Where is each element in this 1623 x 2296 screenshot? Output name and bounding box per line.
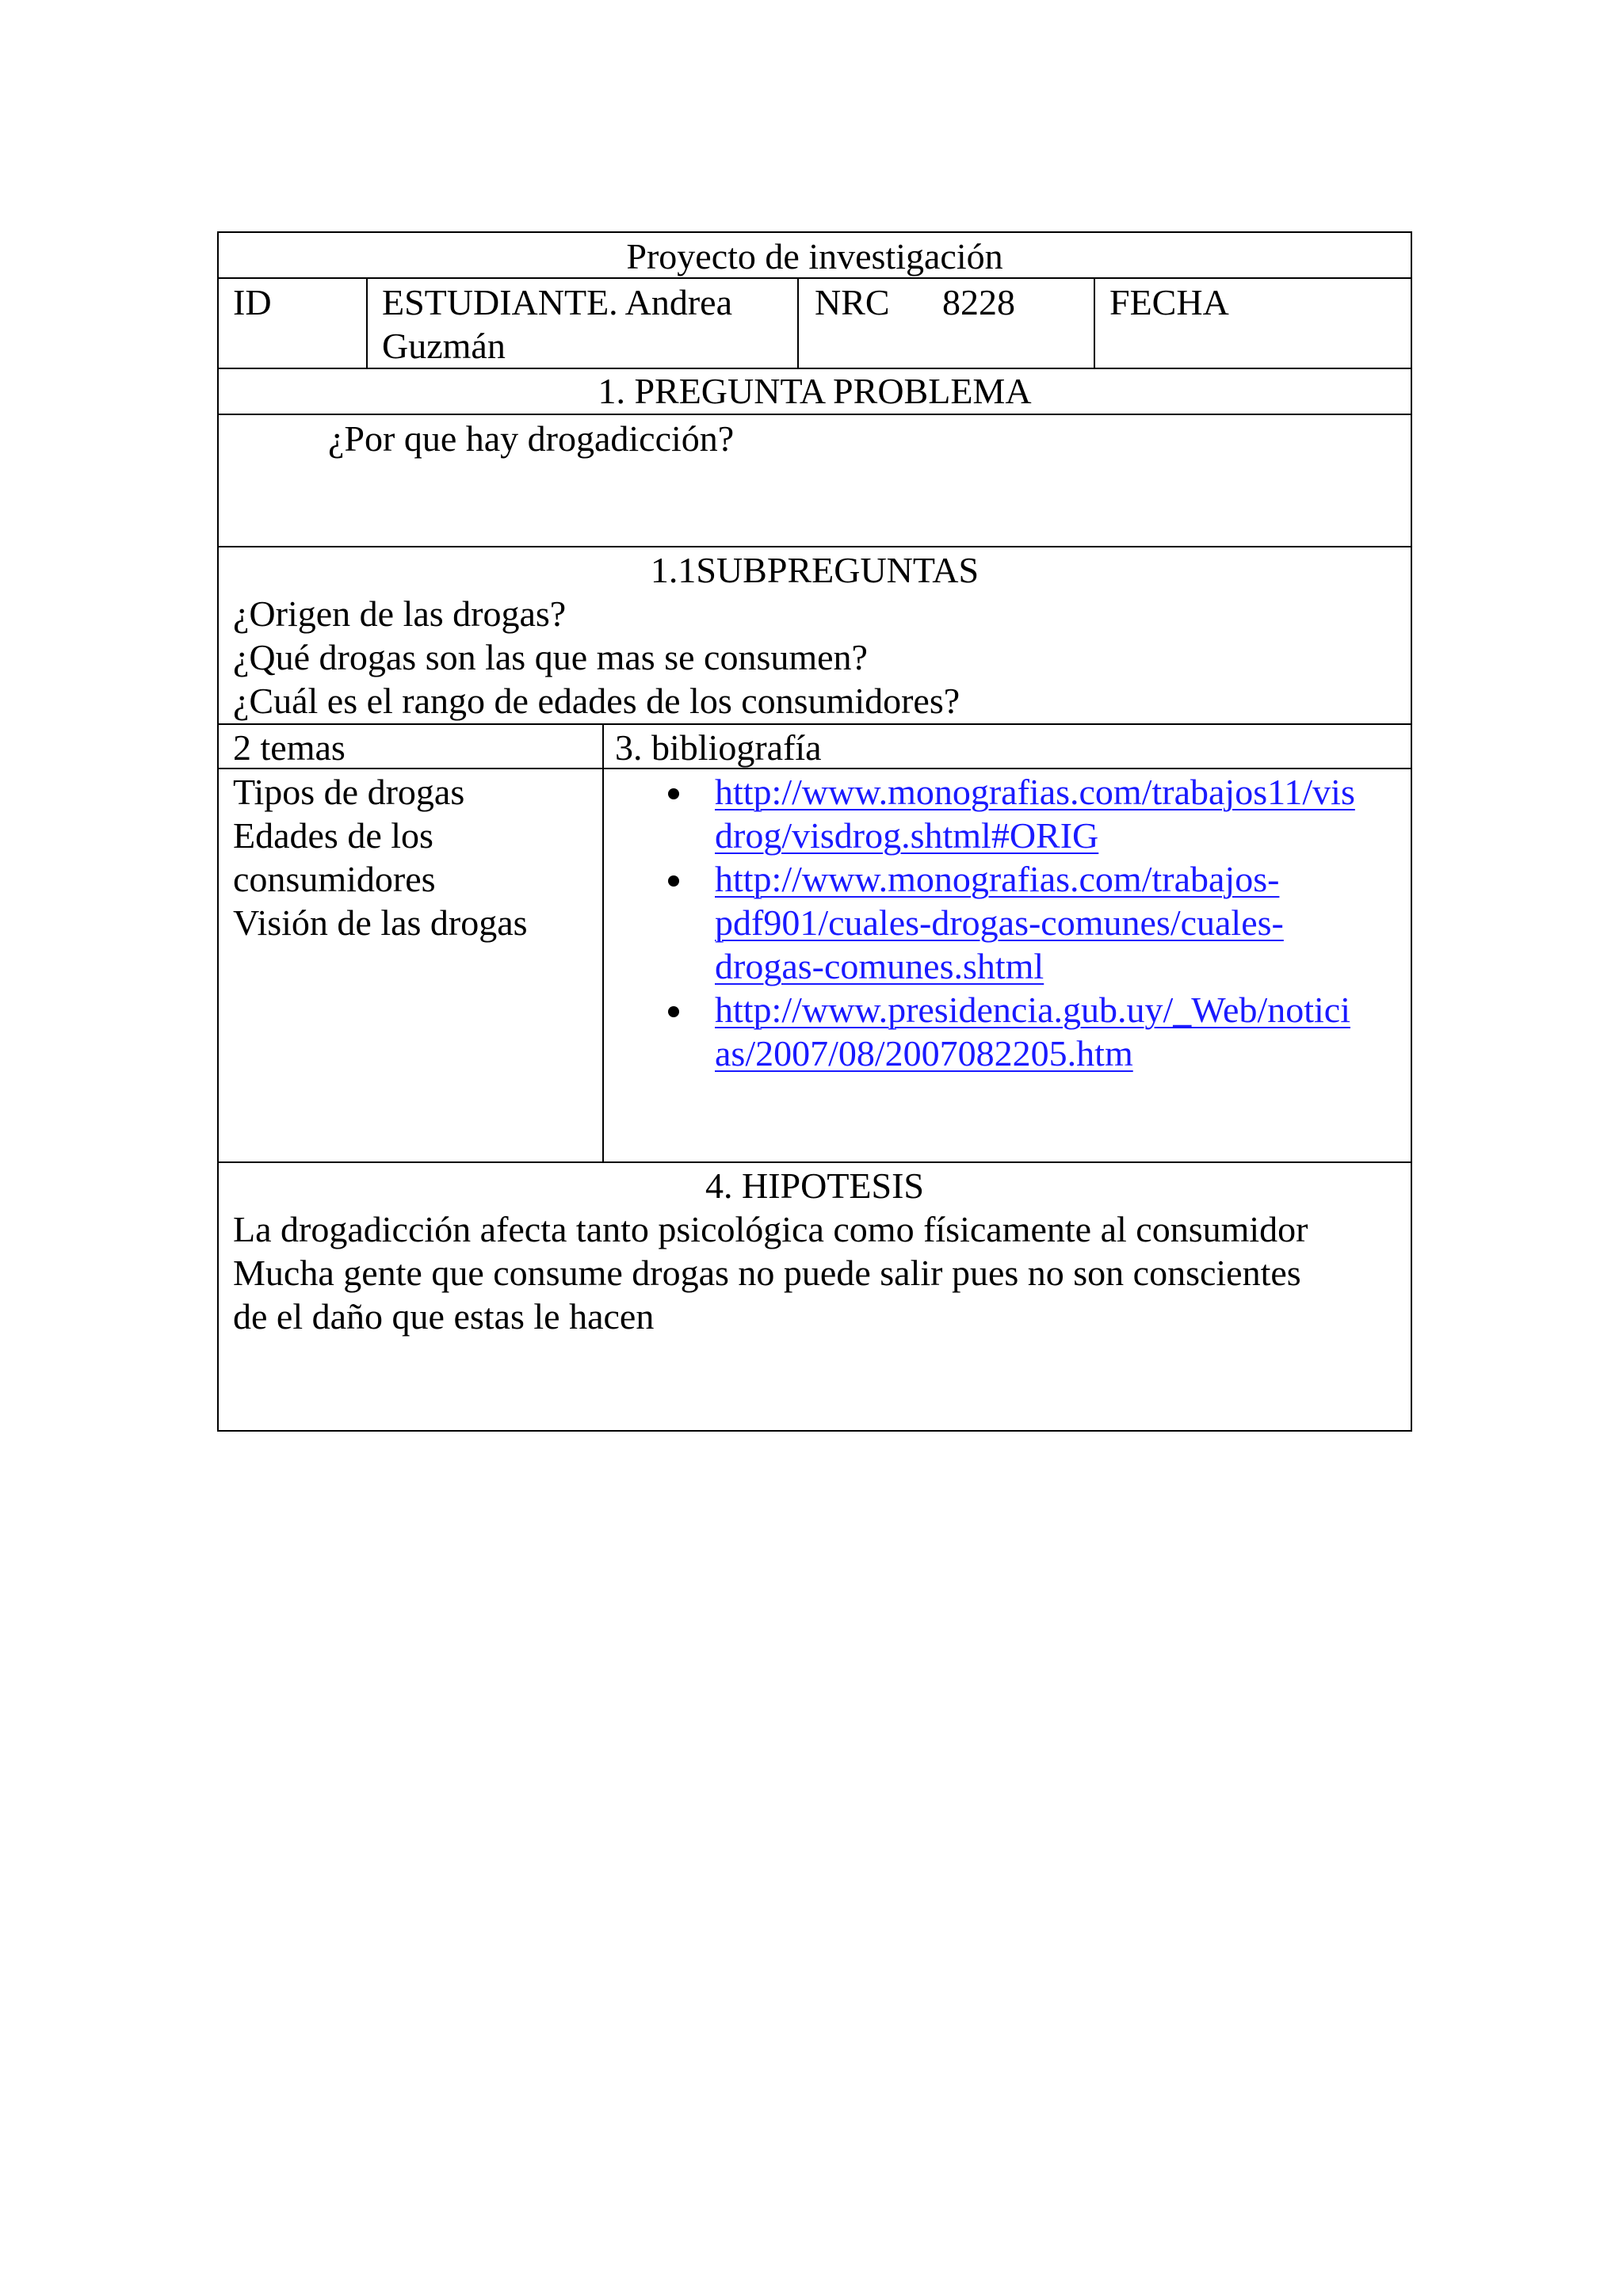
bibliography-link-2[interactable]: http://www.monografias.com/trabajos- xyxy=(715,859,1280,899)
column-divider xyxy=(602,723,604,1161)
hipotesis-line: La drogadicción afecta tanto psicológica como físicamente al consumidor xyxy=(233,1209,1308,1249)
bibliografia-heading: 3. bibliografía xyxy=(615,727,822,768)
bullet-icon xyxy=(668,1006,679,1017)
hipotesis-heading: 4. HIPOTESIS xyxy=(705,1165,925,1206)
student-name-line1: ESTUDIANTE. Andrea xyxy=(382,282,733,322)
bibliography-link-3[interactable]: as/2007/08/2007082205.htm xyxy=(715,1033,1133,1074)
tema-item: Edades de los xyxy=(233,815,433,856)
id-label: ID xyxy=(233,282,272,322)
student-name-line2: Guzmán xyxy=(382,326,506,366)
table-title: Proyecto de investigación xyxy=(626,236,1003,277)
subpreguntas-heading: 1.1SUBPREGUNTAS xyxy=(650,550,980,590)
fecha-label: FECHA xyxy=(1109,282,1229,322)
bibliography-link-2[interactable]: drogas-comunes.shtml xyxy=(715,946,1044,986)
bibliography-link-3[interactable]: http://www.presidencia.gub.uy/_Web/notici xyxy=(715,990,1350,1030)
bullet-icon xyxy=(668,788,679,799)
row-divider xyxy=(219,1161,1411,1163)
row-divider xyxy=(219,768,1411,769)
subpregunta-item: ¿Origen de las drogas? xyxy=(233,593,567,634)
column-divider xyxy=(366,277,368,368)
tema-item: Visión de las drogas xyxy=(233,902,528,943)
bibliography-link-2[interactable]: pdf901/cuales-drogas-comunes/cuales- xyxy=(715,902,1284,943)
pregunta-text: ¿Por que hay drogadicción? xyxy=(328,418,735,459)
hipotesis-line: de el daño que estas le hacen xyxy=(233,1296,655,1337)
subpregunta-item: ¿Cuál es el rango de edades de los consumidores? xyxy=(233,681,960,721)
research-project-table xyxy=(217,231,1412,1432)
tema-item: consumidores xyxy=(233,859,436,899)
row-divider xyxy=(219,546,1411,547)
row-divider xyxy=(219,414,1411,415)
bullet-icon xyxy=(668,875,679,887)
temas-heading: 2 temas xyxy=(233,727,346,768)
row-divider xyxy=(219,723,1411,725)
subpregunta-item: ¿Qué drogas son las que mas se consumen? xyxy=(233,637,868,677)
nrc-value: 8228 xyxy=(942,282,1015,322)
column-divider xyxy=(1094,277,1095,368)
row-divider xyxy=(219,277,1411,279)
tema-item: Tipos de drogas xyxy=(233,772,465,812)
pregunta-heading: 1. PREGUNTA PROBLEMA xyxy=(598,371,1032,411)
bibliography-link-1[interactable]: drog/visdrog.shtml#ORIG xyxy=(715,815,1099,856)
bibliography-link-1[interactable]: http://www.monografias.com/trabajos11/vis xyxy=(715,772,1355,812)
hipotesis-line: Mucha gente que consume drogas no puede salir pues no son conscientes xyxy=(233,1253,1301,1293)
column-divider xyxy=(797,277,799,368)
nrc-label: NRC xyxy=(815,282,890,322)
